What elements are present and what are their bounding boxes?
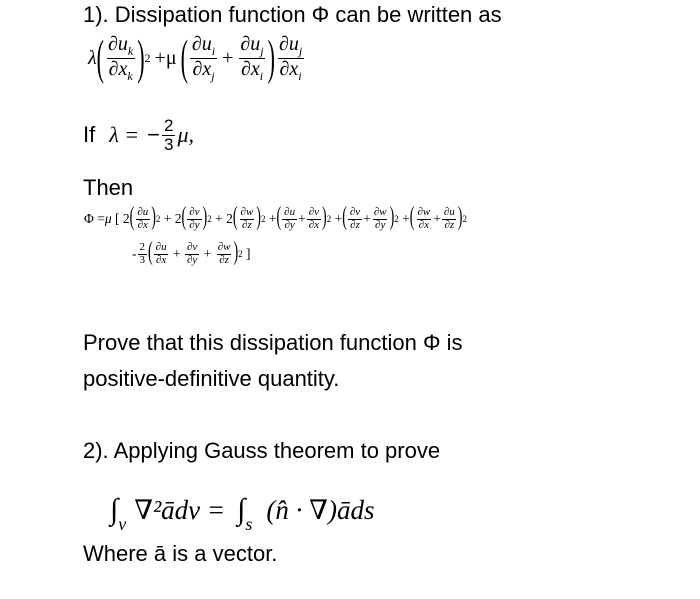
- where-text: Where ā is a vector.: [83, 541, 278, 566]
- then-label: Then: [83, 175, 134, 200]
- dissipation-expanded-line-1: Φ = μ [ 2 ( $\frac{\partial u}{\partial x}$ ) 2 + 2 ( $\frac{\partial v}{\partial y}$ ) 2 + 2 ( $\frac{\partial w}{\partial z}$ ) 2 + ( $\frac{\partial u}{\partial y}$ + $\frac{\partial v}{\partial x}$ ) 2 + ( $\frac{\partial v}{\partial z}$ + $\frac{\partial w}{\partial y}$ ) 2 + ( $\frac{\partial w}{\partial x}$ + $\frac{\partial u}{\partial z}$ ) 2: [84, 203, 467, 233]
- dissipation-expanded-line-2: - $\frac{2}{3}$ ( $\frac{\partial u}{\partial x}$ + $\frac{\partial v}{\partial y}$ + $\frac{\partial w}{\partial z}$ ) 2 ]: [132, 238, 251, 268]
- rhs-integral-sign: ∫: [237, 493, 246, 526]
- lhs-integral-subscript: v: [118, 513, 127, 534]
- heading-1: 1). Dissipation function Φ can be written as: [83, 2, 502, 27]
- two-thirds-fraction: $\frac{2}{3}$: [163, 115, 174, 154]
- prove-line-2: positive-definitive quantity.: [83, 366, 340, 391]
- rhs-integral-subscript: s: [245, 513, 253, 534]
- lambda-lhs: λ =: [109, 122, 140, 147]
- minus-sign: −: [147, 122, 160, 147]
- gauss-formula: [110, 485, 374, 535]
- if-label: If: [83, 122, 96, 147]
- lambda-relation: [83, 112, 194, 158]
- dissipation-general-formula: λ ( $\frac{\partial u_k}{\partial x_k}$ ) 2 +μ ( $\frac{\partial u_i}{\partial x_j}$ + $\frac{\partial u_j}{\partial x_i}$ ) $\frac{\partial u_j}{\partial x_i}$: [88, 29, 303, 85]
- lhs-integral-sign: ∫: [110, 493, 119, 526]
- heading-2: 2). Applying Gauss theorem to prove: [83, 438, 441, 463]
- lhs-body: ∇²ādv =: [134, 494, 226, 525]
- rhs-body: (n̂ · ∇)āds: [266, 494, 375, 525]
- prove-line-1: Prove that this dissipation function Φ is: [83, 330, 463, 355]
- mu-rhs: μ,: [177, 122, 194, 147]
